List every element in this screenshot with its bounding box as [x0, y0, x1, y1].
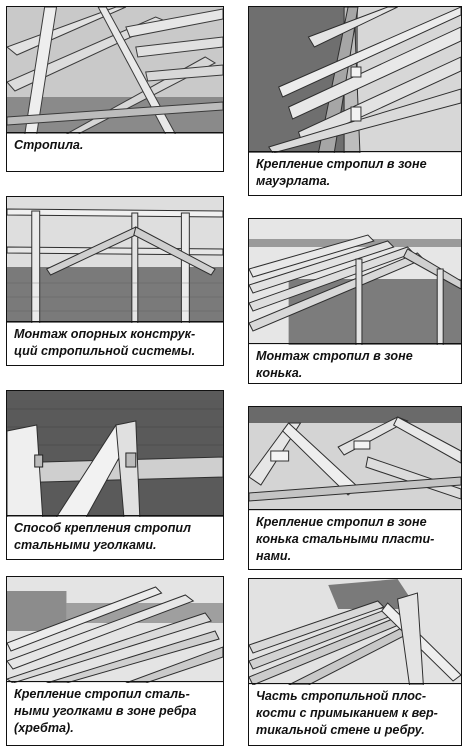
photo-rafters-at-mauerlat	[249, 7, 461, 153]
figure-steel-angle-fastening	[6, 390, 224, 560]
figure-support-assembly	[6, 196, 224, 366]
figure-rafters	[6, 6, 224, 172]
photo-hip-steel-angles	[7, 577, 223, 683]
caption: Монтаж стропил в зоне конька.	[249, 343, 461, 383]
caption: Стропила.	[7, 132, 223, 171]
figure-ridge-steel-plates	[248, 406, 462, 570]
caption: Крепление стропил в зоне мауэрлата.	[249, 151, 461, 195]
photo-ridge-rafters	[249, 219, 461, 345]
figure-roof-plane-adjoining-wall	[248, 578, 462, 746]
photo-roof-plane-adjoining-wall	[249, 579, 461, 685]
photo-steel-angle-fastening	[7, 391, 223, 517]
figure-ridge-rafters	[248, 218, 462, 384]
photo-ridge-steel-plates	[249, 407, 461, 511]
caption: Способ крепления стропил стальными уголками.	[7, 515, 223, 559]
caption: Часть стропильной плос- кости с примыканием к вер- тикальной стене и ребру.	[249, 683, 461, 745]
caption: Крепление стропил сталь- ными уголками в зоне ребра (хребта).	[7, 681, 223, 745]
figure-hip-steel-angles	[6, 576, 224, 746]
photo-rafters	[7, 7, 223, 134]
figure-rafters-at-mauerlat	[248, 6, 462, 196]
caption: Монтаж опорных конструк- ций стропильной системы.	[7, 321, 223, 365]
photo-support-assembly	[7, 197, 223, 323]
caption: Крепление стропил в зоне конька стальными пласти- нами.	[249, 509, 461, 569]
